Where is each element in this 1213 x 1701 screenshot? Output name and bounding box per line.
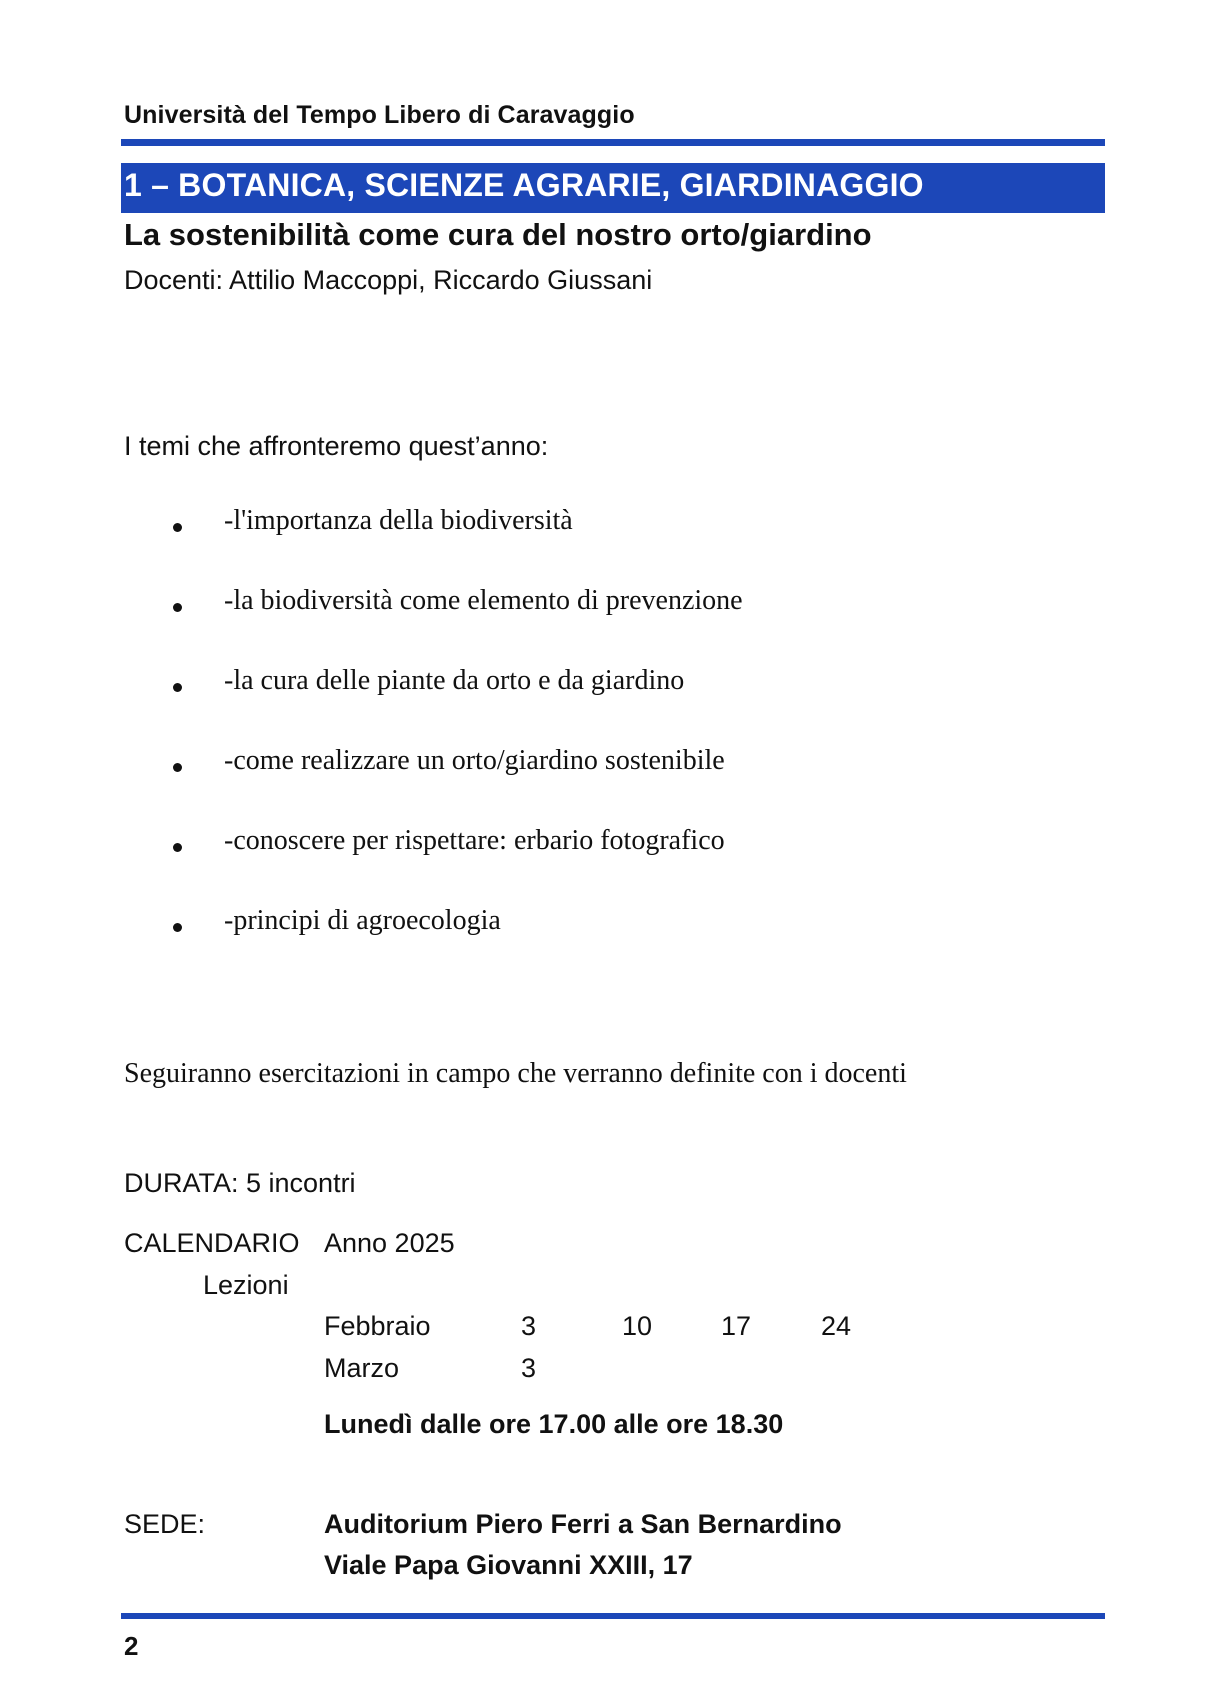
header-title: Università del Tempo Libero di Caravaggio [124, 101, 635, 129]
venue-name: Auditorium Piero Ferri a San Bernardino [324, 1509, 842, 1539]
list-item: -conoscere per rispettare: erbario fotografico [224, 825, 725, 856]
course-teachers: Docenti: Attilio Maccoppi, Riccardo Giussani [124, 265, 653, 295]
month-label: Marzo [324, 1353, 400, 1383]
list-item: -la cura delle piante da orto e da giardino [224, 665, 685, 696]
lesson-day: 24 [821, 1311, 852, 1341]
calendar-sublabel: Lezioni [203, 1270, 289, 1300]
bullet-icon [173, 683, 182, 692]
lesson-day: 17 [721, 1311, 752, 1341]
lesson-day: 3 [521, 1311, 537, 1341]
section-title: 1 – BOTANICA, SCIENZE AGRARIE, GIARDINAGGIO [124, 167, 924, 203]
bullet-icon [173, 923, 182, 932]
page-number: 2 [124, 1631, 139, 1661]
topics-intro: I temi che affronteremo quest’anno: [124, 431, 549, 461]
month-label: Febbraio [324, 1311, 431, 1341]
list-item: -la biodiversità come elemento di prevenzione [224, 585, 743, 616]
duration: DURATA: 5 incontri [124, 1168, 356, 1198]
lesson-day: 10 [622, 1311, 653, 1341]
list-item: -principi di agroecologia [224, 905, 501, 936]
footer-divider [121, 1613, 1105, 1619]
calendar-year: Anno 2025 [324, 1228, 455, 1258]
bullet-icon [173, 843, 182, 852]
header-divider [121, 139, 1105, 146]
bullet-icon [173, 763, 182, 772]
bullet-icon [173, 603, 182, 612]
lesson-day: 3 [521, 1353, 537, 1383]
closing-note: Seguiranno esercitazioni in campo che verranno definite con i docenti [124, 1058, 907, 1089]
venue-address: Viale Papa Giovanni XXIII, 17 [324, 1550, 693, 1580]
course-title: La sostenibilità come cura del nostro orto/giardino [124, 217, 872, 252]
venue-label: SEDE: [124, 1509, 206, 1539]
calendar-label: CALENDARIO [124, 1228, 300, 1258]
list-item: -come realizzare un orto/giardino sostenibile [224, 745, 725, 776]
schedule: Lunedì dalle ore 17.00 alle ore 18.30 [324, 1409, 784, 1439]
list-item: -l'importanza della biodiversità [224, 505, 573, 536]
bullet-icon [173, 523, 182, 532]
